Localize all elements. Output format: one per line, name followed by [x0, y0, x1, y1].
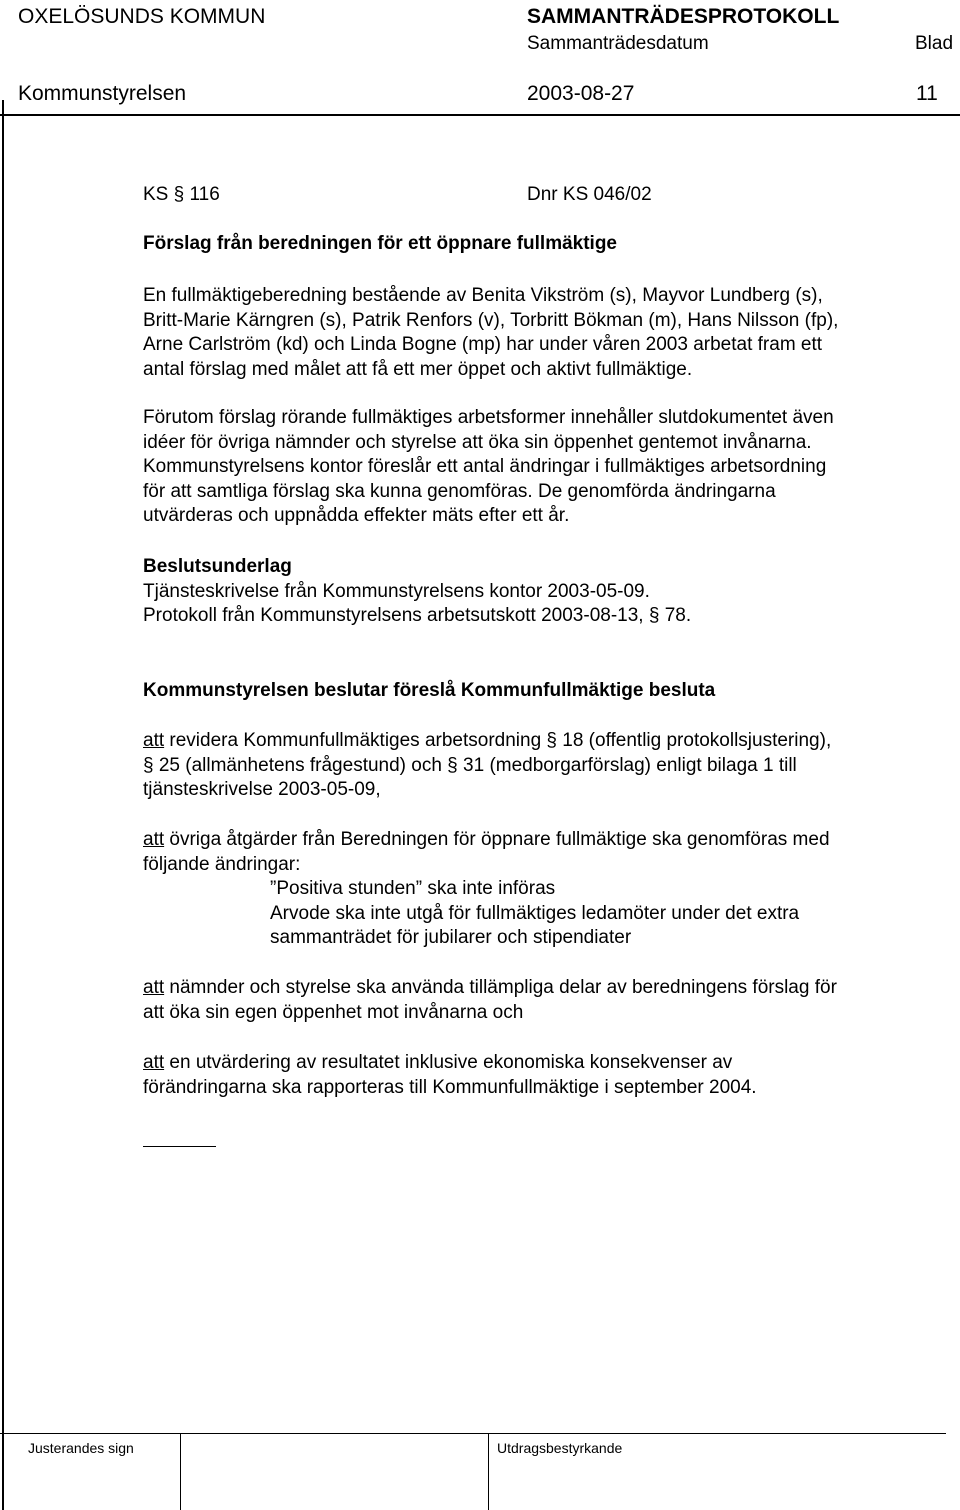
decision-heading: Kommunstyrelsen beslutar föreslå Kommunfullmäktige besluta: [143, 680, 716, 701]
intro-paragraph: [143, 284, 838, 382]
sub-item: sammanträdet för jubilarer och stipendiater: [270, 927, 632, 948]
case-title: Förslag från beredningen för ett öppnare fullmäktige: [143, 233, 617, 254]
footer-divider-left: [180, 1433, 181, 1510]
att-word: att: [143, 1052, 165, 1073]
municipality-name: OXELÖSUNDS KOMMUN: [18, 5, 266, 28]
case-number: [143, 183, 220, 208]
basis-line: Protokoll från Kommunstyrelsens arbetsutskott 2003-08-13, § 78.: [143, 605, 692, 626]
header-rule: [0, 114, 960, 116]
page-number: 11: [916, 82, 938, 105]
case-number-text: KS § 116: [143, 184, 220, 205]
date-label: Sammanträdesdatum: [527, 33, 709, 54]
intro-line: En fullmäktigeberedning bestående av Benita Vikström (s), Mayvor Lundberg (s),: [143, 285, 823, 306]
paragraph-line: Kommunstyrelsens kontor föreslår ett antal ändringar i fullmäktiges arbetsordning: [143, 456, 827, 477]
committee-name: Kommunstyrelsen: [18, 82, 187, 105]
footer-divider-right: [488, 1433, 489, 1510]
sub-item: ”Positiva stunden” ska inte införas: [270, 878, 556, 899]
basis-heading: Beslutsunderlag: [143, 556, 292, 577]
page-label: Blad: [915, 33, 954, 54]
basis-section: [143, 555, 691, 629]
paragraph-line: för att samtliga förslag ska kunna genomföras. De genomförda ändringarna: [143, 480, 776, 502]
att-word: att: [143, 730, 165, 751]
paragraph-line: Förutom förslag rörande fullmäktiges arbetsformer innehåller slutdokumentet även: [143, 407, 834, 428]
end-line: [143, 1146, 216, 1147]
basis-line: Tjänsteskrivelse från Kommunstyrelsens kontor 2003-05-09.: [143, 580, 650, 602]
document-type: SAMMANTRÄDESPROTOKOLL: [527, 5, 840, 28]
justerandes-sign-label: Justerandes sign: [28, 1440, 134, 1456]
att-word: att: [143, 977, 165, 998]
intro-line: Britt-Marie Kärngren (s), Patrik Renfors (v), Torbritt Bökman (m), Hans Nilsson (fp),: [143, 309, 839, 331]
dnr: Dnr KS 046/02: [527, 184, 652, 205]
sub-item: Arvode ska inte utgå för fullmäktiges ledamöter under det extra: [270, 902, 800, 924]
paragraph-line: utvärderas och uppnådda effekter mäts efter ett år.: [143, 505, 570, 526]
intro-line: antal förslag med målet att få ett mer öppet och aktivt fullmäktige.: [143, 358, 693, 380]
decision-item-2: att övriga åtgärder från Beredningen för öppnare fullmäktige ska genomföras med följande ändringar: ”Positiva stunden” ska inte införas Arvode ska inte utgå för fullmäktiges ledamöter under det extra sammanträdet för jubilarer och stipendiater: [143, 828, 830, 951]
footer-rule: [0, 1433, 946, 1434]
decision-item-3: att nämnder och styrelse ska använda tillämpliga delar av beredningens förslag för att öka sin egen öppenhet mot invånarna och: [143, 977, 837, 1023]
att-word: att: [143, 829, 165, 850]
decision-item-1: att revidera Kommunfullmäktiges arbetsordning § 18 (offentlig protokollsjustering), § 25 (allmänhetens frågestund) och § 31 (medborgarförslag) enligt bilaga 1 till tjänsteskrivelse 2003-05-09,: [143, 730, 832, 800]
left-margin-rule: [2, 100, 4, 1510]
meeting-date: 2003-08-27: [527, 82, 635, 105]
paragraph-line: idéer för övriga nämnder och styrelse att öka sin öppenhet gentemot invånarna.: [143, 431, 812, 453]
decision-item-4: att en utvärdering av resultatet inklusive ekonomiska konsekvenser av förändringarna ska rapporteras till Kommunfullmäktige i september 2004.: [143, 1052, 757, 1098]
second-paragraph: [143, 406, 834, 529]
utdragsbestyrkande-label: Utdragsbestyrkande: [497, 1440, 623, 1456]
intro-line: Arne Carlström (kd) och Linda Bogne (mp) har under våren 2003 arbetat fram ett: [143, 334, 823, 355]
